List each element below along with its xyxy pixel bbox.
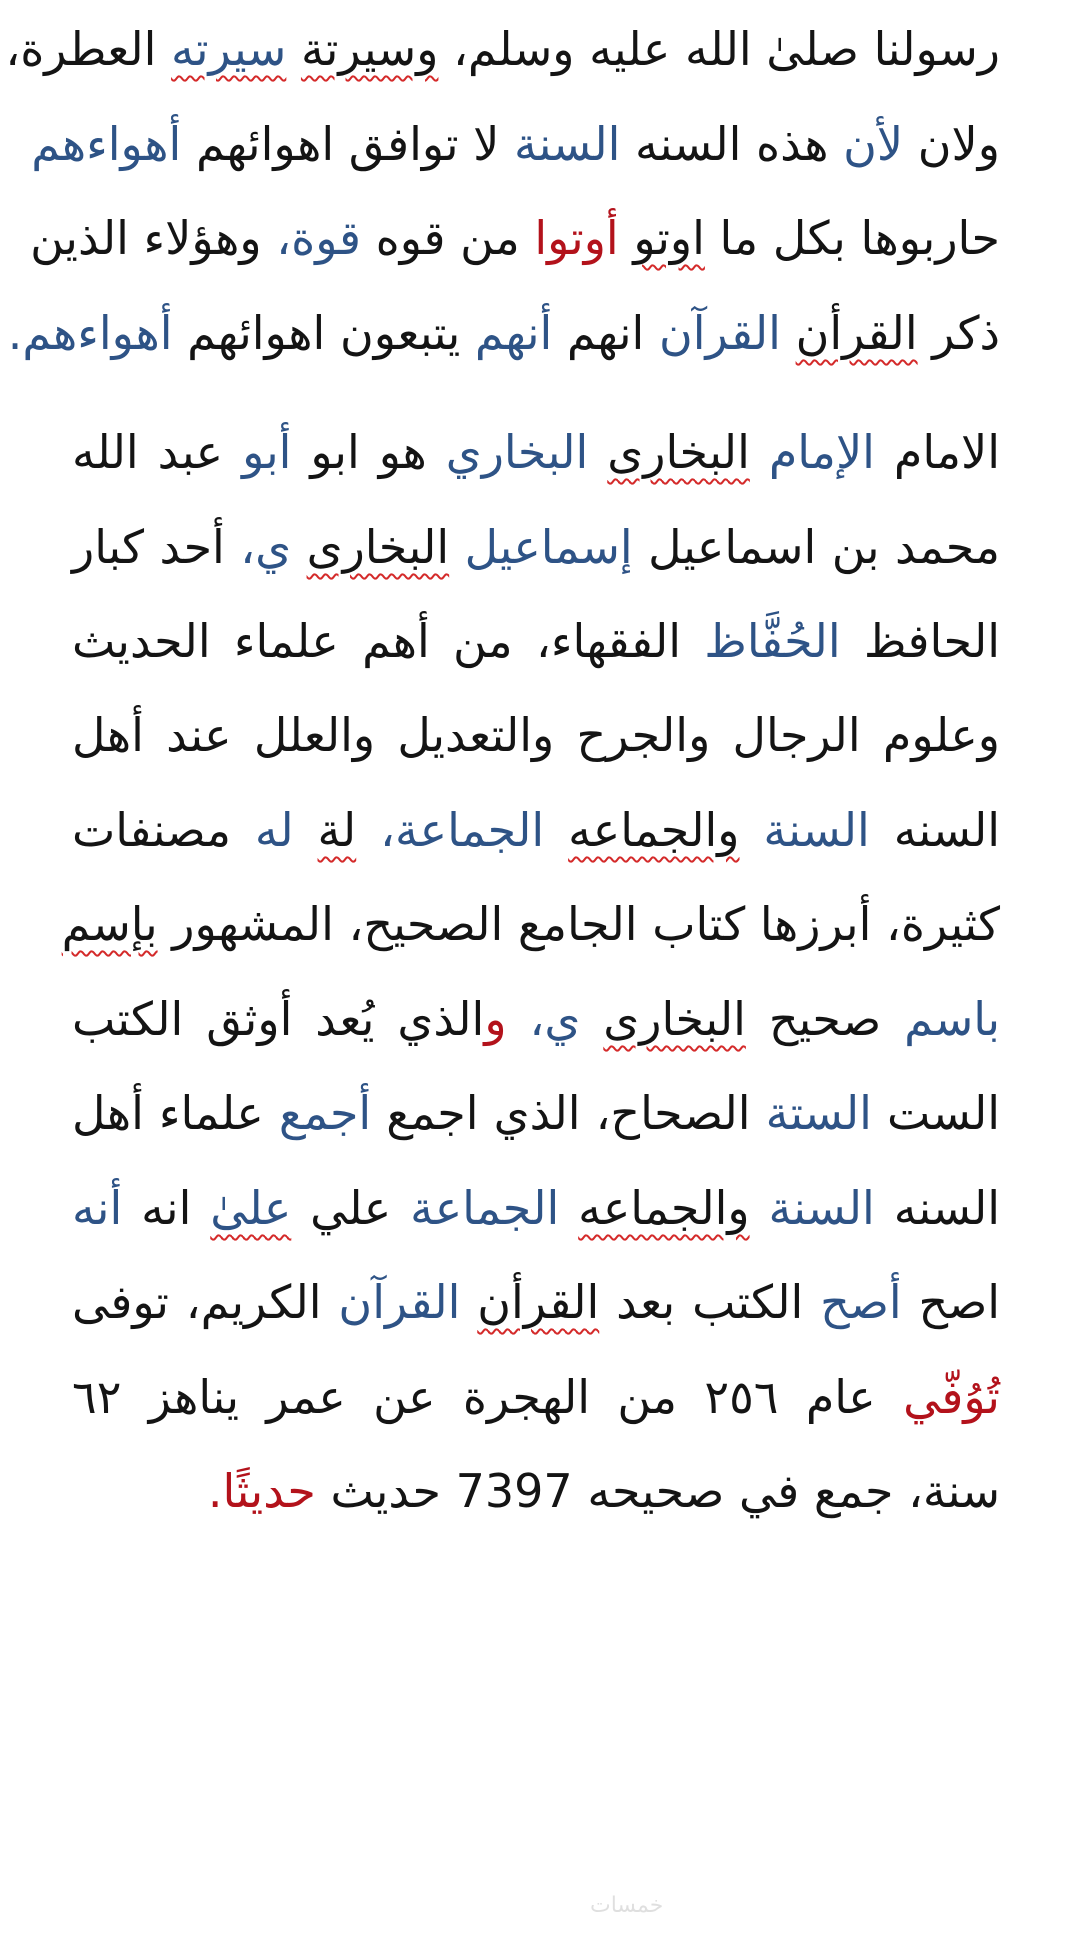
- word: محمد: [894, 520, 1001, 574]
- word: اهوائهم: [187, 306, 326, 360]
- text-line: [72, 412, 1000, 492]
- word: رسولنا: [873, 22, 1000, 76]
- word: عبد: [157, 425, 224, 479]
- word: السنة: [763, 803, 870, 857]
- flagged-word: اوتو: [633, 211, 705, 265]
- word: حديث: [330, 1464, 441, 1518]
- word: حاربوها: [860, 211, 1000, 265]
- word: أهم: [362, 614, 430, 668]
- word: بعد: [616, 1275, 676, 1329]
- word: الست: [886, 1086, 1000, 1140]
- flagged-word: القرأن: [795, 306, 918, 360]
- word: السنه: [893, 1181, 1001, 1235]
- text-line: [7, 293, 1000, 373]
- text-line: [72, 1168, 1000, 1248]
- word: يتبعون: [339, 306, 461, 360]
- flagged-word: القرأن: [477, 1275, 600, 1329]
- text-line: [72, 790, 1000, 870]
- word: لا: [473, 117, 500, 171]
- word: باسم: [904, 992, 1001, 1046]
- word: اسماعيل: [648, 520, 817, 574]
- word: ابو: [310, 425, 360, 479]
- word: ي،: [240, 520, 292, 574]
- word: الجامع: [517, 897, 638, 951]
- word: أوثق: [206, 992, 293, 1046]
- word: الإمام: [768, 425, 875, 479]
- word: الله: [72, 425, 139, 479]
- word: توافق: [348, 117, 459, 171]
- word: الصحاح،: [595, 1086, 751, 1140]
- word: حديثًا.: [207, 1464, 316, 1518]
- word: عمر: [266, 1370, 346, 1424]
- word: عند: [166, 708, 232, 762]
- word: الحديث: [72, 614, 211, 668]
- flagged-word: وسيرتة: [300, 22, 439, 76]
- word: الكتب: [72, 992, 184, 1046]
- word: البخاري: [445, 425, 589, 479]
- word: عام: [805, 1370, 876, 1424]
- word: ي،: [529, 992, 581, 1046]
- word: الفقهاء،: [535, 614, 681, 668]
- word: عليه: [589, 22, 671, 76]
- word: كبار: [72, 520, 145, 574]
- word: من: [617, 1370, 678, 1424]
- word: ذكر: [932, 306, 1000, 360]
- text-line: [72, 1357, 1000, 1437]
- flagged-word: والجماعه: [578, 1181, 750, 1235]
- word: الكتب: [692, 1275, 804, 1329]
- word: أجمع: [278, 1086, 372, 1140]
- text-line: [61, 884, 1000, 964]
- word: المشهور: [172, 897, 334, 951]
- word: السنه: [893, 803, 1001, 857]
- word: بكل: [772, 211, 846, 265]
- flagged-word: البخارى: [306, 520, 450, 574]
- word: علي: [310, 1181, 392, 1235]
- word: اهوائهم: [195, 117, 335, 171]
- flagged-word: البخارى: [607, 425, 750, 479]
- word: كثيرة،: [886, 897, 1000, 951]
- word: له: [254, 803, 294, 857]
- flagged-word: بإسم: [61, 897, 158, 951]
- watermark-text: خمسات: [590, 1893, 664, 1918]
- word: إسماعيل: [464, 520, 633, 574]
- text-line: [72, 1451, 1000, 1531]
- word: عن: [373, 1370, 436, 1424]
- word: العطرة،: [5, 22, 157, 76]
- word: قوة،: [276, 211, 361, 265]
- word: والجرح: [576, 708, 711, 762]
- word: بن: [831, 520, 880, 574]
- text-line: [72, 1073, 1000, 1153]
- text-line: [72, 601, 1000, 681]
- word: السنه: [634, 117, 742, 171]
- word: الكريم،: [185, 1275, 322, 1329]
- word: الحُفَّاظ: [704, 614, 841, 668]
- word: اجمع: [386, 1086, 479, 1140]
- word: ٢٥٦: [704, 1370, 779, 1424]
- word: الستة: [765, 1086, 872, 1140]
- word: يناهز: [148, 1370, 240, 1424]
- word: الجماعة،: [380, 803, 545, 857]
- word: ٦٢: [72, 1370, 122, 1424]
- word: أحد: [159, 520, 225, 574]
- text-line: [72, 979, 1000, 1059]
- word: من: [453, 614, 513, 668]
- word: توفى: [72, 1275, 169, 1329]
- word: اصح: [918, 1275, 1001, 1329]
- word: أنه: [72, 1181, 123, 1235]
- word: 7397: [455, 1464, 573, 1518]
- word: أهواءهم: [31, 117, 182, 171]
- flagged-word: سيرته: [171, 22, 287, 76]
- word: صلىٰ: [766, 22, 859, 76]
- word: هذه: [755, 117, 829, 171]
- word: أهواءهم.: [7, 306, 173, 360]
- word: سنة،: [908, 1464, 1000, 1518]
- word: أبرزها: [759, 897, 872, 951]
- word: أوتوا: [534, 211, 619, 265]
- word: القرآن: [338, 1275, 461, 1329]
- word: ما: [719, 211, 759, 265]
- word: القرآن: [658, 306, 781, 360]
- text-line: [72, 507, 1000, 587]
- word: كتاب: [652, 897, 746, 951]
- word: وهؤلاء: [143, 211, 262, 265]
- word: السنة: [768, 1181, 875, 1235]
- flagged-word: البخارى: [603, 992, 746, 1046]
- word: الصحيح،: [348, 897, 504, 951]
- word: وسلم،: [453, 22, 575, 76]
- word: جمع: [813, 1464, 894, 1518]
- flagged-word: والجماعه: [568, 803, 740, 857]
- word: أهل: [72, 708, 144, 762]
- word: الجماعة: [410, 1181, 560, 1235]
- word: أصح: [820, 1275, 902, 1329]
- word: تُوُفّي: [903, 1370, 1000, 1424]
- flagged-word: علىٰ: [210, 1181, 292, 1235]
- word: والتعديل: [397, 708, 555, 762]
- word: علماء: [233, 614, 339, 668]
- word: أهل: [72, 1086, 144, 1140]
- word: وعلوم: [882, 708, 1000, 762]
- word: من: [460, 211, 520, 265]
- word: هو: [378, 425, 427, 479]
- word: صحيح: [768, 992, 882, 1046]
- word: أبو: [242, 425, 292, 479]
- word: لأن: [843, 117, 904, 171]
- word: الحافظ: [863, 614, 1001, 668]
- word: والعلل: [253, 708, 376, 762]
- word: علماء: [158, 1086, 264, 1140]
- text-line: [5, 9, 1000, 89]
- word: انه: [141, 1181, 192, 1235]
- word: يُعد: [315, 992, 375, 1046]
- word: الرجال: [732, 708, 861, 762]
- word: في: [738, 1464, 800, 1518]
- word: صحيحه: [587, 1464, 725, 1518]
- word: أنهم: [474, 306, 553, 360]
- word: والذي: [397, 992, 507, 1046]
- word: الذي: [493, 1086, 581, 1140]
- word: مصنفات: [72, 803, 232, 857]
- word: الذين: [30, 211, 129, 265]
- text-line: [31, 104, 1000, 184]
- word: قوه: [375, 211, 446, 265]
- text-line: [72, 1262, 1000, 1342]
- word: السنة: [513, 117, 621, 171]
- text-line: [30, 198, 1000, 278]
- word: ولان: [917, 117, 1000, 171]
- word: انهم: [566, 306, 645, 360]
- word: الامام: [893, 425, 1001, 479]
- word: الله: [684, 22, 752, 76]
- flagged-word: لة: [317, 803, 357, 857]
- text-line: [72, 695, 1000, 775]
- word: الهجرة: [462, 1370, 591, 1424]
